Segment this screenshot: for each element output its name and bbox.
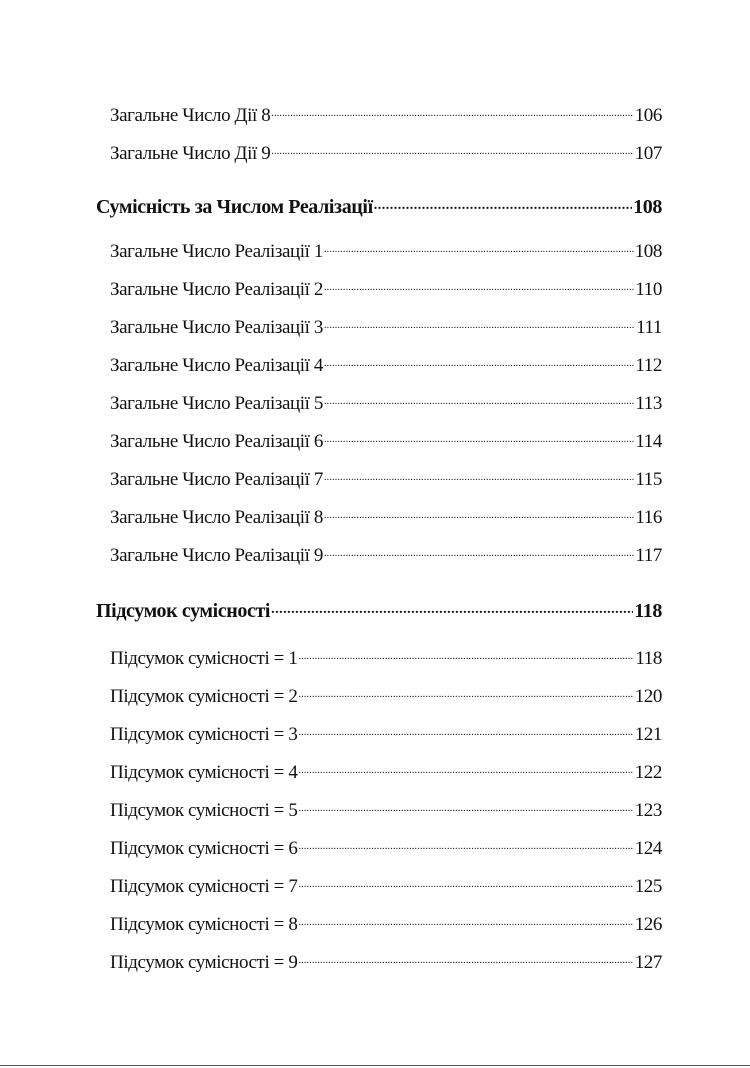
toc-entry-page-number: 124 — [634, 838, 662, 859]
dot-leader — [271, 89, 633, 121]
toc-entry-page-number: 117 — [635, 545, 662, 566]
toc-entry-label: Підсумок сумісності = 6 — [110, 838, 298, 859]
dot-leader — [324, 415, 634, 447]
toc-entry[interactable] — [110, 529, 662, 566]
dot-leader — [324, 529, 634, 561]
toc-entry-page-number: 111 — [636, 317, 662, 338]
toc-entry-label: Загальне Число Реалізації 8 — [110, 507, 323, 528]
toc-entry-label: Загальне Число Реалізації 5 — [110, 393, 323, 414]
toc-entry-page-number: 120 — [634, 686, 662, 707]
toc-entry[interactable] — [110, 225, 662, 262]
toc-entry-page-number: 125 — [634, 876, 662, 897]
toc-entry-label: Загальне Число Реалізації 1 — [110, 241, 323, 262]
toc-section-heading[interactable] — [96, 181, 662, 218]
toc-entry[interactable] — [110, 263, 662, 300]
dot-leader — [324, 339, 634, 371]
dot-leader — [298, 632, 634, 664]
toc-entry[interactable] — [110, 898, 662, 935]
toc-entry[interactable] — [110, 708, 662, 745]
toc-entry-label: Загальне Число Реалізації 3 — [110, 317, 323, 338]
dot-leader — [324, 377, 634, 409]
toc-entry-label: Загальне Число Дії 9 — [110, 143, 271, 164]
toc-entry-page-number: 116 — [635, 507, 662, 528]
toc-section-page-number: 118 — [634, 600, 662, 622]
toc-entry-label: Загальне Число Дії 8 — [110, 105, 271, 126]
toc-entry-page-number: 126 — [634, 914, 662, 935]
toc-entry-label: Загальне Число Реалізації 9 — [110, 545, 323, 566]
toc-entry-label: Загальне Число Реалізації 6 — [110, 431, 323, 452]
toc-section-label: Підсумок сумісності — [96, 600, 271, 622]
dot-leader — [271, 585, 633, 617]
toc-entry[interactable] — [110, 860, 662, 897]
toc-entry-label: Підсумок сумісності = 5 — [110, 800, 298, 821]
toc-entry-page-number: 107 — [634, 143, 662, 164]
toc-entry[interactable] — [110, 632, 662, 669]
toc-entry-page-number: 112 — [635, 355, 662, 376]
toc-entry[interactable] — [110, 491, 662, 528]
toc-entry-label: Підсумок сумісності = 9 — [110, 952, 298, 973]
dot-leader — [324, 491, 634, 523]
toc-entry-label: Підсумок сумісності = 1 — [110, 648, 298, 669]
toc-entry-page-number: 108 — [634, 241, 662, 262]
dot-leader — [324, 225, 634, 257]
toc-entry[interactable] — [110, 670, 662, 707]
toc-entry[interactable] — [110, 339, 662, 376]
dot-leader — [298, 822, 633, 854]
toc-entry-label: Підсумок сумісності = 8 — [110, 914, 298, 935]
toc-entry[interactable] — [110, 127, 662, 164]
toc-entry[interactable] — [110, 746, 662, 783]
dot-leader — [324, 301, 635, 333]
toc-entry[interactable] — [110, 89, 662, 126]
toc-section-page-number: 108 — [633, 196, 662, 218]
toc-entry-label: Загальне Число Реалізації 4 — [110, 355, 323, 376]
toc-entry-label: Загальне Число Реалізації 2 — [110, 279, 323, 300]
toc-entry-page-number: 110 — [635, 279, 662, 300]
toc-entry[interactable] — [110, 377, 662, 414]
toc-section-label: Сумісність за Числом Реалізації — [96, 196, 373, 218]
toc-section-heading[interactable] — [96, 585, 662, 622]
toc-entry-label: Підсумок сумісності = 4 — [110, 762, 298, 783]
dot-leader — [324, 453, 634, 485]
toc-entry-page-number: 106 — [634, 105, 662, 126]
toc-entry-page-number: 118 — [635, 648, 662, 669]
toc-entry-page-number: 114 — [635, 431, 662, 452]
toc-entry[interactable] — [110, 822, 662, 859]
toc-entry-page-number: 115 — [635, 469, 662, 490]
toc-entry[interactable] — [110, 936, 662, 973]
dot-leader — [324, 263, 634, 295]
dot-leader — [374, 181, 632, 213]
dot-leader — [298, 670, 633, 702]
dot-leader — [298, 746, 633, 778]
toc-entry[interactable] — [110, 784, 662, 821]
toc-entry-label: Підсумок сумісності = 2 — [110, 686, 298, 707]
toc-entry-page-number: 113 — [635, 393, 662, 414]
toc-entry-page-number: 121 — [634, 724, 662, 745]
dot-leader — [271, 127, 633, 159]
toc-entry-label: Загальне Число Реалізації 7 — [110, 469, 323, 490]
dot-leader — [298, 936, 633, 968]
dot-leader — [298, 708, 633, 740]
dot-leader — [298, 860, 633, 892]
page-bottom-rule — [0, 1065, 750, 1066]
toc-entry[interactable] — [110, 453, 662, 490]
dot-leader — [298, 784, 633, 816]
toc-entry[interactable] — [110, 415, 662, 452]
toc-entry-page-number: 123 — [634, 800, 662, 821]
dot-leader — [298, 898, 633, 930]
toc-entry-label: Підсумок сумісності = 7 — [110, 876, 298, 897]
toc-entry-page-number: 127 — [634, 952, 662, 973]
toc-entry[interactable] — [110, 301, 662, 338]
toc-entry-label: Підсумок сумісності = 3 — [110, 724, 298, 745]
toc-entry-page-number: 122 — [634, 762, 662, 783]
